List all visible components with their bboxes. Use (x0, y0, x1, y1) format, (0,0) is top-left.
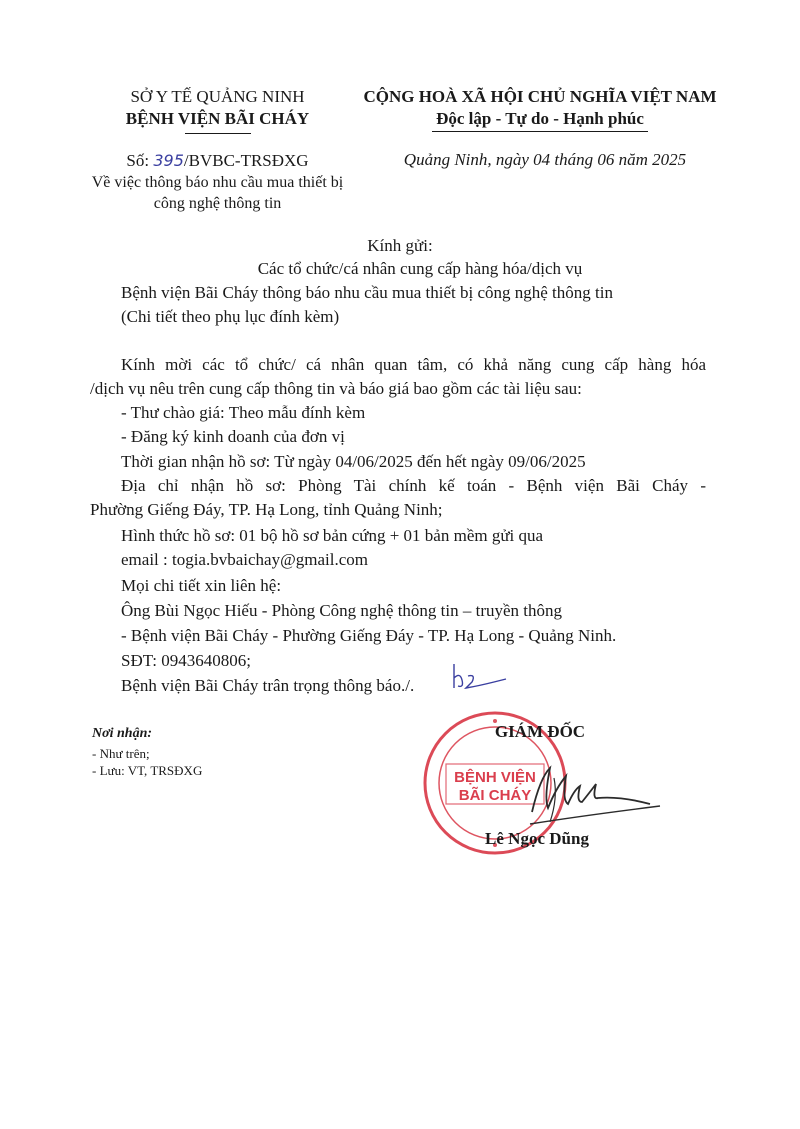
parent-organization: SỞ Y TẾ QUẢNG NINH (130, 87, 305, 106)
national-motto: Độc lập - Tự do - Hạnh phúc (432, 108, 648, 132)
body-invite-line-2: /dịch vụ nêu trên cung cấp thông tin và báo giá bao gồm các tài liệu sau: (90, 379, 582, 398)
handwritten-number: 395 (153, 151, 184, 170)
contact-person: Ông Bùi Ngọc Hiếu - Phòng Công nghệ thông tin – truyền thông (121, 601, 563, 620)
closing-line: Bệnh viện Bãi Cháy trân trọng thông báo./. (121, 676, 415, 695)
number-prefix: Số: (126, 151, 154, 170)
stamp-line-2: BÃI CHÁY (458, 787, 532, 804)
handwritten-initial (448, 660, 508, 700)
document-date: Quảng Ninh, ngày 04 tháng 06 năm 2025 (403, 150, 687, 169)
body-invite-line-1: Kính mời các tổ chức/ cá nhân quan tâm, có khả năng cung cấp hàng hóa (121, 355, 706, 374)
contact-address: - Bệnh viện Bãi Cháy - Phường Giếng Đáy - TP. Hạ Long - Quảng Ninh. (121, 626, 617, 645)
recipient-line: Các tổ chức/cá nhân cung cấp hàng hóa/dịch vụ (257, 259, 583, 278)
contact-phone: SĐT: 0943640806; (121, 651, 251, 670)
national-title: CỘNG HOÀ XÃ HỘI CHỦ NGHĨA VIỆT NAM (363, 87, 717, 106)
body-intro-line-2: (Chi tiết theo phụ lục đính kèm) (121, 307, 340, 326)
greeting: Kính gửi: (367, 236, 433, 255)
receiver-item: - Lưu: VT, TRSĐXG (92, 763, 203, 778)
issuer-underline (185, 133, 251, 134)
receivers-title: Nơi nhận: (92, 726, 153, 741)
document-list-item: - Thư chào giá: Theo mẫu đính kèm (121, 403, 366, 422)
contact-heading: Mọi chi tiết xin liên hệ: (121, 576, 282, 595)
signatory-title: GIÁM ĐỐC (494, 722, 586, 741)
organization-name: BỆNH VIỆN BÃI CHÁY (125, 109, 310, 128)
document-subject: Về việc thông báo nhu cầu mua thiết bị công nghệ thông tin (91, 174, 344, 212)
number-suffix: /BVBC-TRSĐXG (183, 151, 309, 170)
submission-address-line-1: Địa chỉ nhận hồ sơ: Phòng Tài chính kế toán - Bệnh viện Bãi Cháy - (121, 476, 706, 495)
submission-form-line-1: Hình thức hồ sơ: 01 bộ hồ sơ bản cứng + 01 bản mềm gửi qua (121, 526, 544, 545)
national-header (350, 86, 730, 132)
submission-address-line-2: Phường Giếng Đáy, TP. Hạ Long, tỉnh Quảng Ninh; (90, 500, 443, 519)
submission-time: Thời gian nhận hồ sơ: Từ ngày 04/06/2025 đến hết ngày 09/06/2025 (121, 452, 586, 471)
receiver-item: - Như trên; (92, 746, 150, 761)
document-number (90, 150, 345, 172)
issuer-block (90, 86, 345, 134)
stamp-line-1: BỆNH VIỆN (454, 769, 536, 786)
signatory-name: Lê Ngọc Dũng (485, 829, 589, 848)
submission-email: email : togia.bvbaichay@gmail.com (121, 550, 368, 569)
document-list-item: - Đăng ký kinh doanh của đơn vị (121, 427, 345, 446)
body-intro-line-1: Bệnh viện Bãi Cháy thông báo nhu cầu mua thiết bị công nghệ thông tin (121, 283, 613, 302)
